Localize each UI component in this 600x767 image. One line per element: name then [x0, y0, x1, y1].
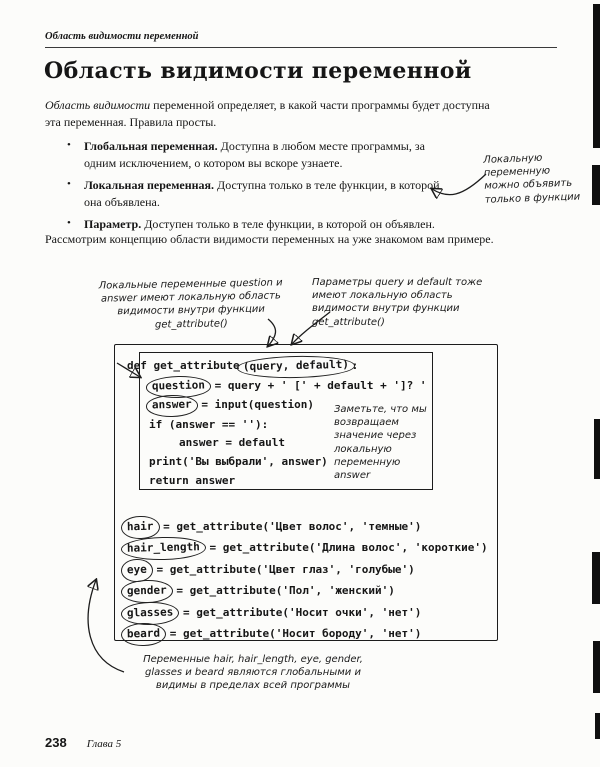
- circled-eye-variable: eye: [121, 558, 153, 582]
- circled-hair-length-variable: hair_length: [121, 537, 206, 562]
- circled-beard-variable: beard: [121, 623, 167, 647]
- answer-expression: = input(question): [194, 398, 314, 412]
- def-colon: :: [351, 359, 359, 372]
- code-line-print: print('Вы выбрали', answer): [149, 454, 328, 468]
- scan-edge-artifact: [594, 419, 600, 479]
- code-line-eye: [124, 560, 488, 581]
- scan-edge-artifact: [593, 4, 600, 148]
- bullet-local-variable: [64, 177, 456, 210]
- code-line-def: [127, 357, 427, 377]
- glasses-call: = get_attribute('Носит очки', 'нет'): [176, 605, 422, 619]
- running-header: Область видимости переменной: [45, 31, 199, 42]
- circled-answer-variable: answer: [146, 395, 198, 418]
- annotation-local-variables: Локальные переменные question и answer имеют локальную область видимости внутри функции get_attribute(): [98, 277, 283, 331]
- code-line-glasses: [124, 603, 488, 624]
- hair-call: = get_attribute('Цвет волос', 'темные'): [156, 520, 422, 533]
- bullet-term: Параметр.: [84, 217, 142, 232]
- scan-edge-artifact: [595, 713, 600, 739]
- intro-text: переменной определяет, в какой части программы будет доступна эта переменная. Правила просты.: [45, 98, 490, 130]
- annotation-global-variables: Переменные hair, hair_length, eye, gender, glasses и beard являются глобальными и видимы в пределах всей программы: [143, 654, 363, 692]
- code-line-if: if (answer == ''):: [149, 417, 269, 431]
- chapter-label: Глава 5: [86, 738, 122, 750]
- code-line-question: [149, 377, 427, 397]
- scan-edge-artifact: [592, 165, 600, 205]
- circled-question-variable: question: [146, 375, 211, 398]
- hair-length-call: = get_attribute('Длина волос', 'короткие'): [202, 541, 488, 555]
- code-line-assign: answer = default: [179, 436, 285, 450]
- intro-emphasis: Область видимости: [45, 98, 151, 112]
- annotation-parameters: Параметры query и default тоже имеют локальную область видимости внутри функции get_attribute(): [312, 277, 483, 328]
- code-line-beard: [124, 624, 488, 645]
- scan-edge-artifact: [592, 552, 600, 604]
- global-code: [124, 517, 488, 645]
- function-code: [127, 357, 427, 490]
- code-line-hair-length: [124, 538, 488, 559]
- bullet-term: Глобальная переменная.: [84, 139, 218, 153]
- bullet-term: Локальная переменная.: [84, 178, 215, 193]
- question-expression: = query + ' [' + default + ']? ': [207, 378, 427, 392]
- scan-edge-artifact: [593, 641, 600, 693]
- def-keyword: def get_attribute: [127, 359, 240, 372]
- annotation-return-note: Заметьте, что мы возвращаем значение через локальную переменную answer: [334, 404, 427, 481]
- bullet-global-variable: [64, 138, 456, 171]
- page-number: 238: [45, 735, 67, 750]
- code-line-hair: [124, 517, 488, 538]
- eye-call: = get_attribute('Цвет глаз', 'голубые'): [149, 562, 415, 576]
- page-footer: [45, 734, 121, 752]
- code-line-gender: [124, 581, 488, 602]
- circled-hair-variable: hair: [121, 516, 160, 540]
- gender-call: = get_attribute('Пол', 'женский'): [169, 584, 395, 598]
- beard-call: = get_attribute('Носит бороду', 'нет'): [163, 627, 422, 641]
- bullet-text: Доступен только в теле функции, в которой он объявлен.: [144, 217, 435, 232]
- bullet-text: Доступна только в теле функции, в которой она объявлена.: [84, 178, 440, 209]
- circled-gender-variable: gender: [121, 580, 173, 604]
- code-line-return: return answer: [149, 473, 236, 487]
- bullet-list: [64, 138, 456, 239]
- page-title: Область видимости переменной: [44, 58, 472, 84]
- circled-glasses-variable: glasses: [121, 601, 180, 626]
- lead-in-paragraph: Рассмотрим концепцию области видимости переменных на уже знакомом вам примере.: [45, 232, 494, 246]
- header-rule: [45, 47, 557, 48]
- margin-note-local-variable: Локальную переменную можно объявить только в функции: [483, 152, 581, 206]
- circled-parameters: (query, default): [236, 355, 354, 379]
- bullet-text: Доступна в любом месте программы, за одним исключением, о котором вы вскоре узнаете.: [84, 139, 425, 170]
- code-line-answer: [149, 396, 427, 416]
- intro-paragraph: [45, 97, 497, 132]
